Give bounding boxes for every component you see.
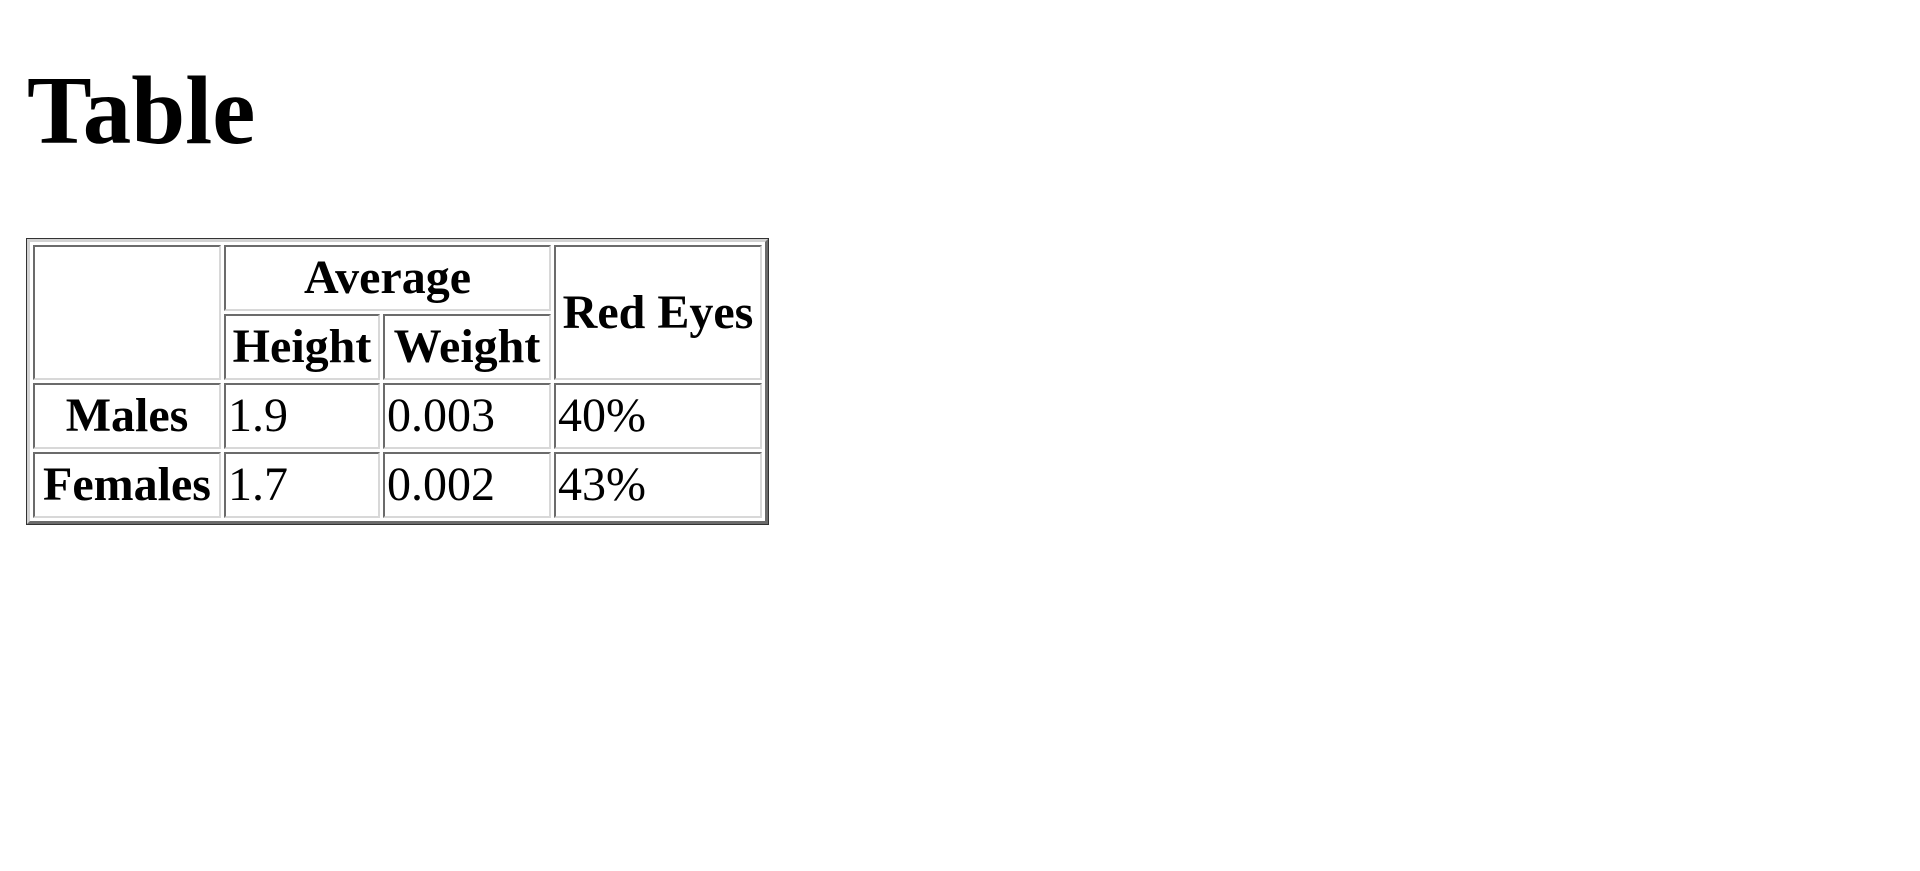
table-row [33, 383, 762, 449]
row-label-females: Females [33, 452, 221, 518]
table-header-row [33, 245, 762, 311]
table-row [33, 452, 762, 518]
row-label-males: Males [33, 383, 221, 449]
data-table [27, 239, 768, 524]
red-eyes-header: Red Eyes [554, 245, 762, 380]
cell-males-red-eyes: 40% [554, 383, 762, 449]
cell-males-weight: 0.003 [383, 383, 551, 449]
height-header: Height [224, 314, 380, 380]
cell-females-weight: 0.002 [383, 452, 551, 518]
cell-females-red-eyes: 43% [554, 452, 762, 518]
cell-males-height: 1.9 [224, 383, 380, 449]
corner-cell [33, 245, 221, 380]
weight-header: Weight [383, 314, 551, 380]
page-title: Table [27, 57, 256, 164]
cell-females-height: 1.7 [224, 452, 380, 518]
average-header: Average [224, 245, 551, 311]
